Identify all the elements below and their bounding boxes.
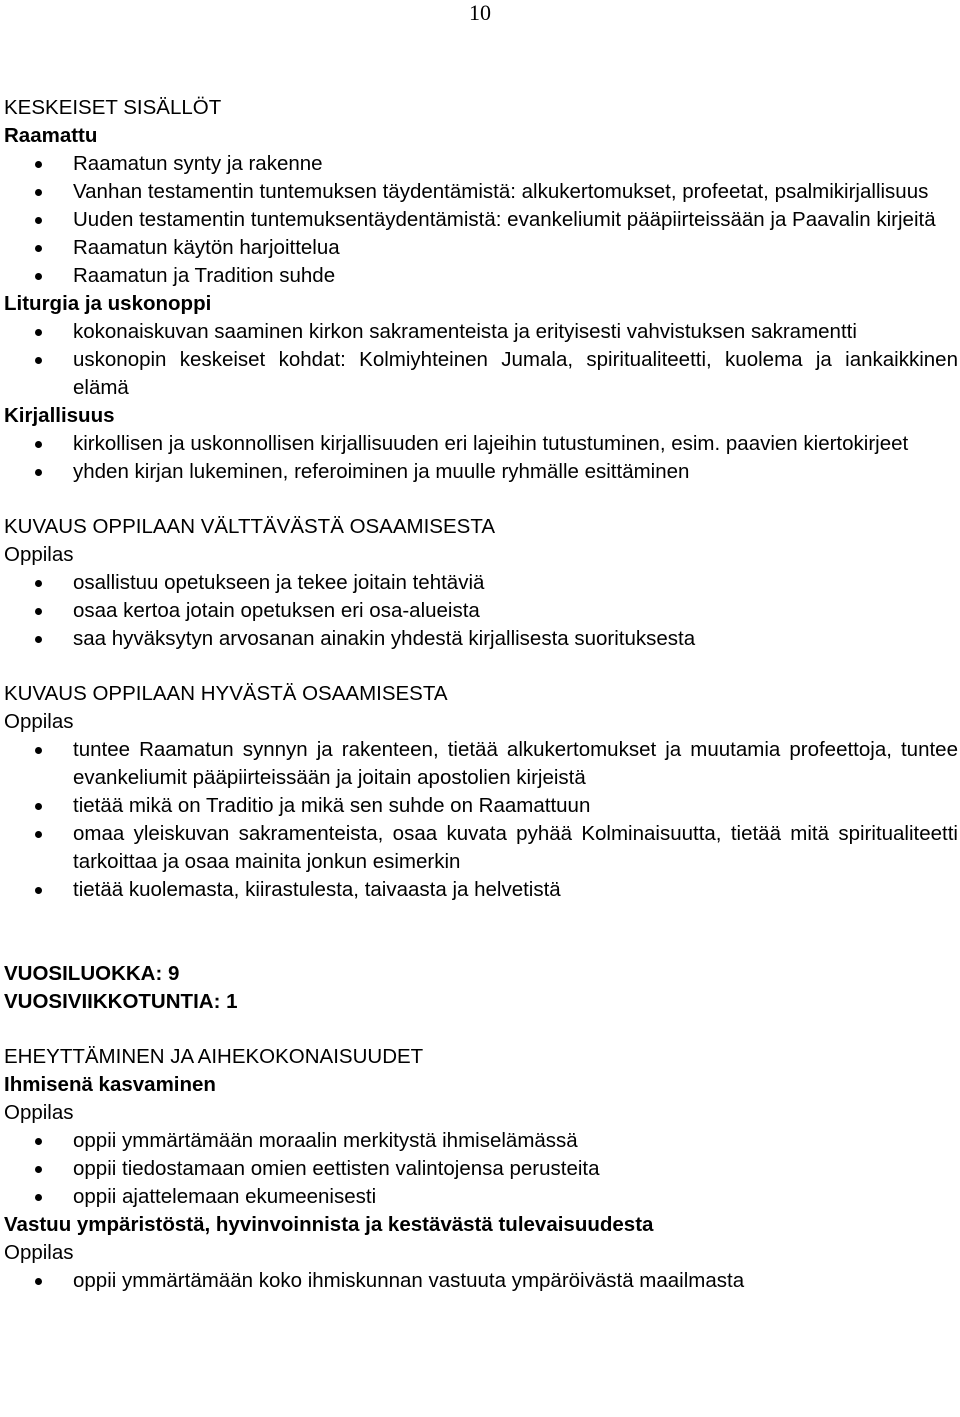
vastuu-subject: Oppilas	[4, 1241, 74, 1264]
list-item: Raamatun ja Tradition suhde	[4, 262, 958, 290]
list-item: Uuden testamentin tuntemuksentäydentämistä: evankeliumit pääpiirteissään ja Paavalin kirjeitä	[4, 206, 958, 234]
section-title-kirjallisuus: Kirjallisuus	[4, 404, 115, 427]
valttava-list	[4, 569, 958, 653]
raamattu-list	[4, 150, 958, 290]
list-item: oppii ymmärtämään moraalin merkitystä ihmiselämässä	[4, 1127, 958, 1155]
valttava-subject: Oppilas	[4, 543, 74, 566]
list-item: tuntee Raamatun synnyn ja rakenteen, tietää alkukertomukset ja muutamia profeettoja, tuntee evankeliumit pääpiirteissään ja joitain apostolien kirjeistä	[4, 736, 958, 792]
list-item: saa hyväksytyn arvosanan ainakin yhdestä kirjallisesta suorituksesta	[4, 625, 958, 653]
list-item: kokonaiskuvan saaminen kirkon sakramenteista ja erityisesti vahvistuksen sakramentti	[4, 318, 958, 346]
list-item: oppii ajattelemaan ekumeenisesti	[4, 1183, 958, 1211]
section-title-raamattu: Raamattu	[4, 124, 98, 147]
list-item: kirkollisen ja uskonnollisen kirjallisuuden eri lajeihin tutustuminen, esim. paavien kiertokirjeet	[4, 430, 958, 458]
liturgia-list	[4, 318, 958, 402]
weekly-hours-label: VUOSIVIIKKOTUNTIA: 1	[4, 990, 238, 1013]
grade-label: VUOSILUOKKA: 9	[4, 962, 180, 985]
eheyttaminen-heading: EHEYTTÄMINEN JA AIHEKOKONAISUUDET	[4, 1045, 424, 1068]
kirjallisuus-list	[4, 430, 958, 486]
list-item: Vanhan testamentin tuntemuksen täydentämistä: alkukertomukset, profeetat, psalmikirjallisuus	[4, 178, 958, 206]
section-title-vastuu: Vastuu ympäristöstä, hyvinvoinnista ja kestävästä tulevaisuudesta	[4, 1213, 654, 1236]
list-item: oppii ymmärtämään koko ihmiskunnan vastuuta ympäröivästä maailmasta	[4, 1267, 958, 1295]
section-title-ihmisena-kasvaminen: Ihmisenä kasvaminen	[4, 1073, 216, 1096]
list-item: uskonopin keskeiset kohdat: Kolmiyhteinen Jumala, spiritualiteetti, kuolema ja iankaikkinen elämä	[4, 346, 958, 402]
hyva-list	[4, 736, 958, 904]
valttava-heading: KUVAUS OPPILAAN VÄLTTÄVÄSTÄ OSAAMISESTA	[4, 515, 495, 538]
list-item: omaa yleiskuvan sakramenteista, osaa kuvata pyhää Kolminaisuutta, tietää mitä spiritualiteetti tarkoittaa ja osaa mainita jonkun esimerkin	[4, 820, 958, 876]
vastuu-list	[4, 1267, 958, 1295]
list-item: yhden kirjan lukeminen, referoiminen ja muulle ryhmälle esittäminen	[4, 458, 958, 486]
ihmisena-list	[4, 1127, 958, 1211]
page-number: 10	[469, 0, 491, 25]
list-item: tietää kuolemasta, kiirastulesta, taivaasta ja helvetistä	[4, 876, 958, 904]
section-title-liturgia: Liturgia ja uskonoppi	[4, 292, 212, 315]
list-item: osallistuu opetukseen ja tekee joitain tehtäviä	[4, 569, 958, 597]
list-item: oppii tiedostamaan omien eettisten valintojensa perusteita	[4, 1155, 958, 1183]
keskeiset-heading: KESKEISET SISÄLLÖT	[4, 96, 222, 119]
hyva-heading: KUVAUS OPPILAAN HYVÄSTÄ OSAAMISESTA	[4, 682, 448, 705]
hyva-subject: Oppilas	[4, 710, 74, 733]
list-item: Raamatun synty ja rakenne	[4, 150, 958, 178]
list-item: tietää mikä on Traditio ja mikä sen suhde on Raamattuun	[4, 792, 958, 820]
document-body	[4, 94, 958, 1295]
ihmisena-subject: Oppilas	[4, 1101, 74, 1124]
list-item: osaa kertoa jotain opetuksen eri osa-alueista	[4, 597, 958, 625]
list-item: Raamatun käytön harjoittelua	[4, 234, 958, 262]
